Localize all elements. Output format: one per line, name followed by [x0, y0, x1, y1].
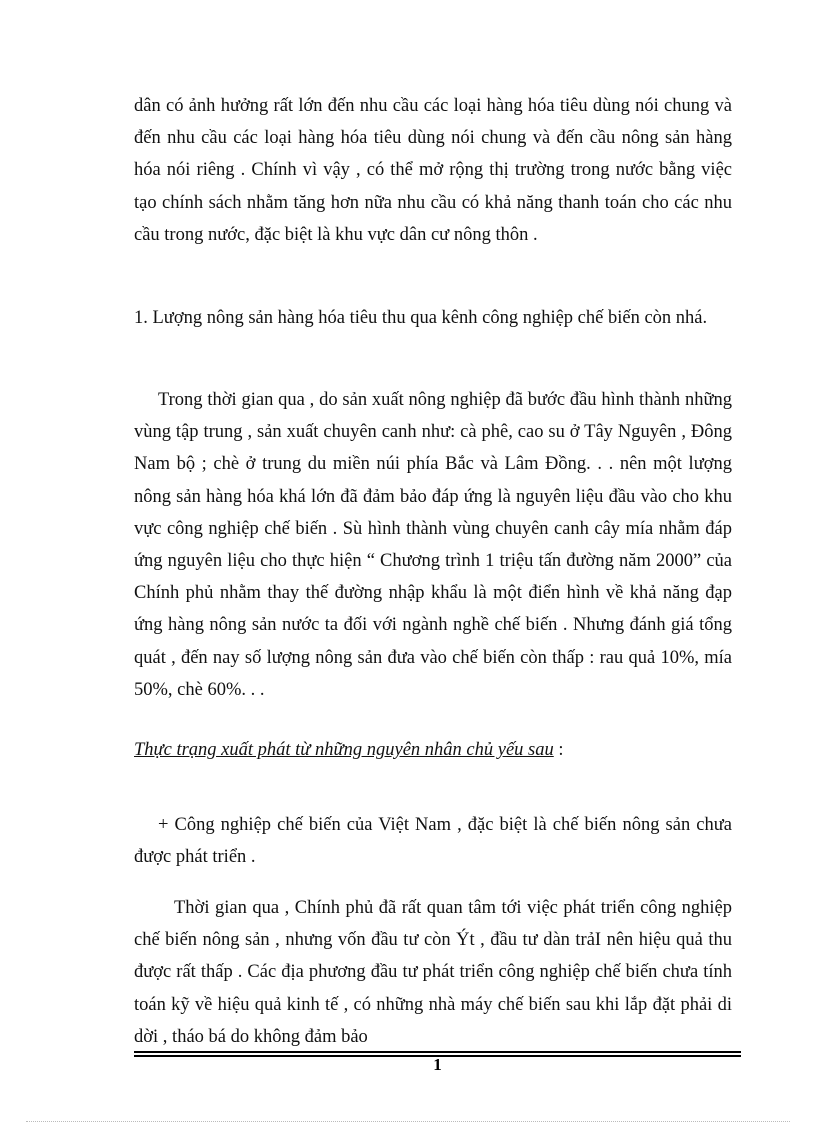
page-edge-dotted-line — [26, 1121, 790, 1122]
subheading-colon: : — [553, 740, 564, 760]
page-number: 1 — [433, 1055, 442, 1074]
subheading-causes-text: Thực trạng xuất phát từ những nguyên nhân chủ yếu sau — [134, 740, 554, 760]
subheading-causes — [134, 734, 732, 766]
bullet-item-1: + Công nghiệp chế biến của Việt Nam , đặc biệt là chế biến nông sản chưa được phát triển . — [134, 815, 732, 868]
footer-rule-top — [134, 1051, 741, 1053]
paragraph-intro: dân có ảnh hưởng rất lớn đến nhu cầu các loại hàng hóa tiêu dùng nói chung và đến nhu cầu các loại hàng hóa tiêu dùng nói chung và đến cầu nông sản hàng hóa nói riêng . Chính vì vậy , có thể mở rộng thị trường trong nước bằng việc tạo chính sách nhằm tăng hơn nữa nhu cầu có khả năng thanh toán cho các nhu cầu trong nước, đặc biệt là khu vực dân cư nông thôn . — [134, 96, 732, 245]
section-heading-1: 1. Lượng nông sản hàng hóa tiêu thu qua kênh công nghiệp chế biến còn nhá. — [134, 308, 708, 328]
paragraph-body-1: Trong thời gian qua , do sản xuất nông nghiệp đã bước đầu hình thành những vùng tập trung , sản xuất chuyên canh như: cà phê, cao su ở Tây Nguyên , Đông Nam bộ ; chè ở trung du miền núi phía Bắc và Lâm Đồng. . . nên một lượng nông sản hàng hóa khá lớn đã đảm bảo đáp ứng là nguyên liệu đầu vào cho khu vực công nghiệp chế biến . Sù hình thành vùng chuyên canh cây mía nhằm đáp ứng nguyên liệu cho thực hiện “ Chương trình 1 triệu tấn đường năm 2000” của Chính phủ nhằm thay thế đường nhập khẩu là một điển hình về khả năng đạp ứng hàng nông sản nước ta đối với ngành nghề chế biến . Nhưng đánh giá tổng quát , đến nay số lượng nông sản đưa vào chế biến còn thấp : rau quả 10%, mía 50%, chè 60%. . . — [134, 390, 732, 700]
paragraph-body-2: Thời gian qua , Chính phủ đã rất quan tâm tới việc phát triển công nghiệp chế biến nông sản , nhưng vốn đầu tư còn Ýt , đầu tư dàn trảI nên hiệu quả thu được rất thấp . Các địa phương đầu tư phát triển công nghiệp chế biến chưa tính toán kỹ về hiệu quả kinh tế , có những nhà máy chế biến sau khi lắp đặt phải di dời , tháo bá do không đảm bảo — [134, 898, 732, 1047]
